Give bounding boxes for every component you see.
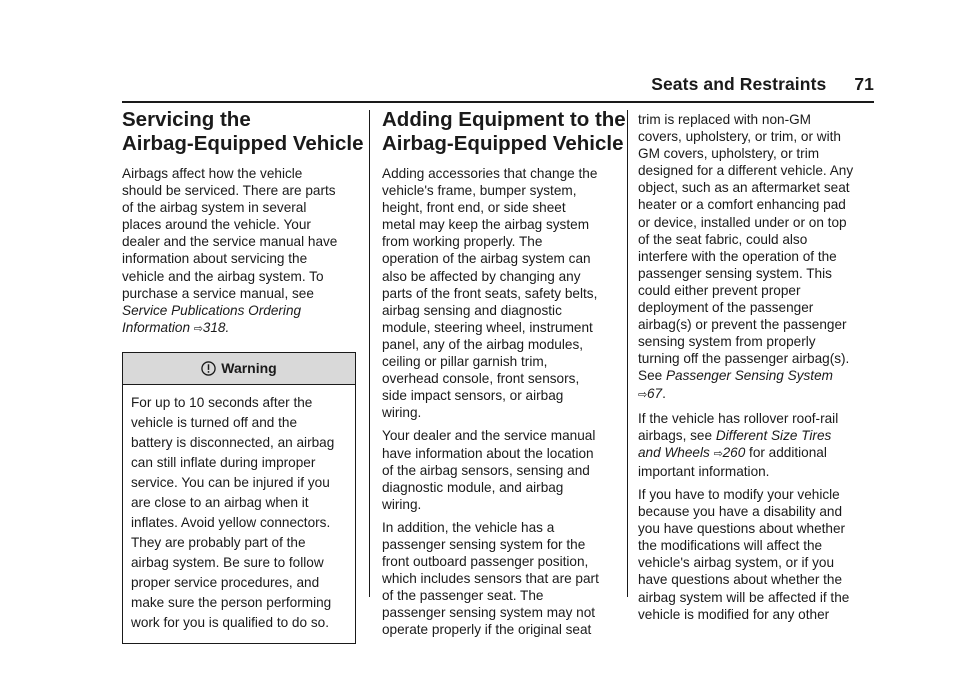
text-line: metal may keep the airbag system [382,217,590,233]
text-line: They are probably part of the [131,534,306,550]
text-line: turning off the passenger airbag(s). [638,351,850,367]
page-number: 71 [854,73,874,94]
text-line: In addition, the vehicle has a [382,519,555,535]
warning-title: Warning [221,359,277,376]
text-line: battery is disconnected, an airbag [131,434,335,450]
paragraph [638,486,874,623]
text-line: module, steering wheel, instrument [382,319,593,335]
text-line: parts of the front seats, safety belts, [382,285,598,301]
text-line: the modifications will affect the [638,538,823,554]
text-line: could either prevent proper [638,282,801,298]
text-line: make sure the person performing [131,594,332,610]
text-fragment: for additional [749,444,827,460]
page-reference[interactable]: 260 [722,444,746,460]
text-line: Adding accessories that change the [382,166,598,181]
text-line: vehicle is modified for any other [638,606,830,622]
text-fragment: See [638,368,663,384]
column-divider [627,110,628,597]
text-line: vehicle and the airbag system. To [122,268,324,284]
text-line: passenger sensing system. This [638,265,832,281]
column-divider [369,110,370,597]
text-line: vehicle's airbag system, or if you [638,555,835,571]
text-line: sensing system from properly [638,334,816,350]
page-reference[interactable]: 67 [647,385,663,401]
text-line: inflates. Avoid yellow connectors. [131,514,331,530]
text-line: have questions about whether the [638,572,843,588]
section-title: Seats and Restraints [651,73,827,94]
text-line: wiring. [382,496,422,512]
text-line: important information. [638,463,770,479]
text-line: which includes sensors that are part [382,571,599,587]
text-line: of the seat fabric, could also [638,231,808,247]
text-line: heater or a comfort enhancing pad [638,197,846,213]
cross-reference-link[interactable]: and Wheels [638,444,710,460]
paragraph [382,519,616,639]
column-continued [638,111,874,629]
text-line: wiring. [382,405,422,421]
text-line: are close to an airbag when it [131,494,309,510]
text-line: covers, upholstery, or trim, or with [638,129,841,145]
page-ref-arrow-icon: ⇨ [193,322,204,335]
text-line: ceiling or pillar garnish trim, [382,354,548,370]
warning-box [122,352,356,644]
text-line: should be serviced. There are parts [122,183,336,199]
paragraph [382,165,616,421]
text-line: vehicle's frame, bumper system, [382,183,577,199]
text-line: vehicle is turned off and the [131,414,298,430]
text-line: of the airbag system in several [122,200,307,216]
text-line: of the passenger seat. The [382,588,544,604]
column-adding-equipment [382,108,626,645]
text-line: purchase a service manual, see [122,285,314,301]
text-line: Your dealer and the service manual [382,428,596,444]
text-line [638,444,874,463]
text-line [638,427,874,444]
text-line: information about servicing the [122,251,308,267]
text-line: Airbags affect how the vehicle [122,166,303,181]
text-line: places around the vehicle. Your [122,217,311,233]
text-line: side impact sensors, or airbag [382,388,564,404]
text-line: If you have to modify your vehicle [638,486,840,502]
paragraph [638,410,874,480]
text-line: service. You can be injured if you [131,474,330,490]
text-line: Adding Equipment to the [382,108,626,131]
text-line: airbag system will be affected if the [638,589,850,605]
text-line: also be affected by changing any [382,268,581,284]
header-rule [122,101,874,103]
warning-header [123,353,355,385]
text-line: have information about the location [382,445,594,461]
page-reference[interactable]: 318 [202,319,226,335]
text-line: If the vehicle has rollover roof-rail [638,410,839,426]
text-line: overhead console, front sensors, [382,371,580,387]
text-line: diagnostic module, and airbag [382,479,564,495]
text-line: GM covers, upholstery, or trim [638,146,820,162]
text-line: proper service procedures, and [131,574,320,590]
warning-icon [201,361,216,376]
warning-text [123,385,355,643]
text-line: you have questions about whether [638,521,846,537]
text-line: Servicing the [122,108,251,131]
page-ref-arrow-icon: ⇨ [713,447,723,460]
column-servicing [122,108,364,644]
text-line: of the airbag sensors, sensing and [382,462,590,478]
text-line: height, front end, or side sheet [382,200,566,216]
text-line: operation of the airbag system can [382,251,591,267]
text-line: designed for a different vehicle. Any [638,163,854,179]
text-line: deployment of the passenger [638,300,814,316]
page-ref-arrow-icon: ⇨ [638,388,648,401]
text-line: airbag system. Be sure to follow [131,554,324,570]
cross-reference-link[interactable]: Passenger Sensing System [665,368,833,384]
text-line: trim is replaced with non-GM [638,112,811,127]
paragraph [638,111,874,404]
text-line: front outboard passenger position, [382,554,589,570]
text-line: panel, any of the airbag modules, [382,336,584,352]
text-line [638,367,874,384]
text-line: Airbag-Equipped Vehicle [382,132,624,155]
text-line: work for you is qualified to do so. [131,614,329,630]
text-line: can still inflate during improper [131,454,316,470]
text-line: For up to 10 seconds after the [131,394,313,410]
text-line: passenger sensing system for the [382,536,586,552]
text-line: from working properly. The [382,234,543,250]
text-line: dealer and the service manual have [122,234,338,250]
text-line: Airbag-Equipped Vehicle [122,132,364,155]
text-fragment: . [225,319,230,335]
text-line: or device, installed under or on top [638,214,847,230]
page-header [122,71,874,97]
cross-reference-link[interactable]: Different Size Tires [715,427,832,443]
text-line: operate properly if the original seat [382,622,592,638]
text-line: object, such as an aftermarket seat [638,180,850,196]
cross-reference-link[interactable]: Service Publications Ordering [122,302,302,318]
heading-servicing [122,108,364,156]
paragraph [122,165,356,338]
text-line: interfere with the operation of the [638,248,837,264]
text-line: airbag sensing and diagnostic [382,302,562,318]
text-fragment: airbags, see [638,427,713,443]
heading-adding-equipment [382,108,626,156]
cross-reference-link[interactable]: Information [122,319,191,335]
text-line: because you have a disability and [638,504,843,520]
text-line [638,385,874,404]
text-line [122,319,356,338]
text-line: passenger sensing system may not [382,605,596,621]
paragraph [382,427,616,512]
text-fragment: . [662,385,666,401]
text-line: airbag(s) or prevent the passenger [638,317,847,333]
